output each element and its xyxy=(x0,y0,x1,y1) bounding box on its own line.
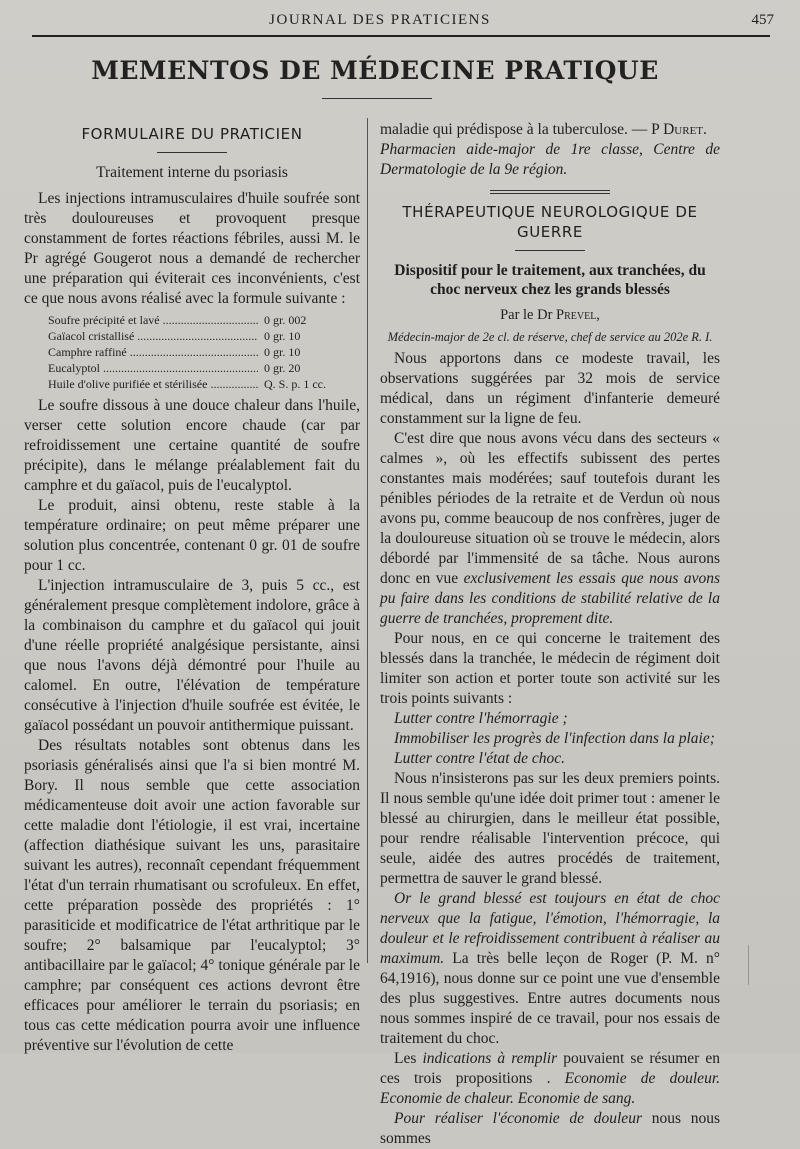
formula-row xyxy=(48,376,360,392)
paragraph: Nous apportons dans ce modeste travail, les observations suggérées par 32 mois de service médical, dans un régiment d'infanterie demeuré constamment sur la ligne de feu. xyxy=(380,350,720,427)
paragraph-text: Les xyxy=(394,1050,423,1067)
paragraph xyxy=(380,429,720,629)
paragraph-italic: Or le grand blessé est toujours en état de choc nerveux que la fatigue, l'émotion, l'hémorragie, la douleur et le refroidissement contribuent à réaliser au maximum. xyxy=(380,890,720,967)
paragraph xyxy=(380,889,720,1049)
formula-ingredient: Soufre précipité et lavé ..... xyxy=(48,312,258,328)
main-title: MEMENTOS DE MÉDECINE PRATIQUE xyxy=(91,56,659,85)
paragraph: Pour nous, en ce qui concerne le traitement des blessés dans la tranchée, le médecin de régiment doit limiter son action et porter toute son activité sur les trois points suivants : xyxy=(380,630,720,707)
formula-row xyxy=(48,360,360,376)
article-title-psoriasis: Traitement interne du psoriasis xyxy=(96,164,288,181)
paragraph: Le soufre dissous à une douce chaleur dans l'huile, verser cette solution encore chaude (car par refroidissement une certaine quantité de soufre précipite), dans le mélange préalablement fait du camphre et du gaïacol, puis de l'eucalyptol. xyxy=(24,397,360,494)
left-column xyxy=(24,120,360,1056)
paragraph: Nous n'insisterons pas sur les deux premiers points. Il nous semble qu'une idée doit primer tout : amener le blessé au chirurgien, dans le meilleur état possible, pour rendre réalisable l'intervention précoce, qui seule, aidée des autres procédés de traitement, permettra de sauver le grand blessé. xyxy=(380,770,720,887)
section-rule xyxy=(515,250,585,251)
page-number: 457 xyxy=(751,12,774,28)
article-title-dispositif: Dispositif pour le traitement, aux tranchées, du choc nerveux chez les grands blessés xyxy=(394,262,706,298)
formula-row xyxy=(48,344,360,360)
list-item: Immobiliser les progrès de l'infection dans la plaie; xyxy=(394,730,715,747)
running-head xyxy=(0,10,800,32)
paragraph xyxy=(380,1109,720,1149)
paragraph: Des résultats notables sont obtenus dans les psoriasis généralisés ainsi que l'a si bien montré M. Bory. Il nous semble que cette association médicamenteuse doit avoir une action favorable sur cette maladie dont l'étiologie, il est vrai, incertaine (affection diathésique suivant les uns, parasitaire suivant les autres), reconnaît cependant fréquemment l'état d'un terrain rhumatisant ou scrofuleux. En effet, cette préparation possède des propriétés : 1° parasiticide et modificatrice de l'état arthritique par le soufre; 2° balsamique par l'eucalyptol; 3° antibacillaire par le gaïacol; 4° tonique générale par le camphre; par conséquent ces actions devront être efficaces pour améliorer le terrain du psoriasis; en tous cas cette médication pourra avoir une influence préventive sur l'évolution de cette xyxy=(24,737,360,1054)
paragraph-italic: indications à remplir xyxy=(422,1050,558,1067)
scan-mark xyxy=(748,945,749,985)
section-rule xyxy=(157,152,227,153)
right-column xyxy=(380,120,720,1149)
paragraph-text: C'est dire que nous avons vécu dans des secteurs « calmes », où les effectifs subissent des pertes constantes mais modérées; sauf toutefois durant les pénibles périodes de la retraite et de Verdun où nous avons pu, comme beaucoup de nos confrères, juger de la douloureuse situation où se trouve le médecin, alors débordé par l'immensité de sa tâche. Nous aurons donc en vue xyxy=(380,430,720,587)
formula-quantity: 0 gr. 002 xyxy=(264,313,307,327)
list-item: Lutter contre l'état de choc. xyxy=(394,750,566,767)
byline-author: Prevel, xyxy=(556,307,600,323)
continued-affiliation: Pharmacien aide-major de 1re classe, Centre de Dermatologie de la 9e région. xyxy=(380,141,720,178)
byline-prefix: Par le Dr xyxy=(500,307,557,323)
list-item: Lutter contre l'hémorragie ; xyxy=(394,710,568,727)
running-title: JOURNAL DES PRATICIENS xyxy=(269,12,491,28)
paragraph xyxy=(380,1049,720,1109)
formula-quantity: Q. S. p. 1 cc. xyxy=(264,377,326,391)
paragraph-text: pouvaient se résumer en ces trois propositions . xyxy=(380,1050,720,1087)
separator-rule xyxy=(490,190,610,194)
formula-ingredient: Huile d'olive purifiée et stérilisée ..... xyxy=(48,376,258,392)
formula-table xyxy=(48,312,360,392)
formula-quantity: 0 gr. 10 xyxy=(264,345,301,359)
continued-paragraph xyxy=(380,120,720,140)
formula-ingredient: Camphre raffiné ..... xyxy=(48,344,258,360)
title-rule xyxy=(322,98,432,99)
formula-quantity: 0 gr. 10 xyxy=(264,329,301,343)
paragraph-text: nous nous sommes xyxy=(380,1110,720,1147)
paragraph-italic: Pour réaliser l'économie de douleur xyxy=(394,1110,642,1127)
paragraph-text: La très belle leçon de Roger (P. M. n° 64,1916), nous donne sur ce point une vue d'ensemble des plus suggestives. Entre autres documents nous nous sommes inspiré de ce travail, pour nos essais de traitement du choc. xyxy=(380,950,720,1047)
continued-author: Duret. xyxy=(663,121,707,138)
formula-ingredient: Gaïacol cristallisé ..... xyxy=(48,328,258,344)
formula-row xyxy=(48,328,360,344)
formula-quantity: 0 gr. 20 xyxy=(264,361,301,375)
author-affiliation: Médecin-major de 2e cl. de réserve, chef de service au 202e R. I. xyxy=(387,330,713,344)
paragraph: Le produit, ainsi obtenu, reste stable à la température ordinaire; on peut même préparer une solution plus concentrée, contenant 0 gr. 01 de soufre pour 1 cc. xyxy=(24,497,360,574)
paragraph: Les injections intramusculaires d'huile soufrée sont très douloureuses et provoquent presque constamment de fortes réactions fébriles, aussi M. le Pr agrégé Gougerot nous a demandé de rechercher une préparation qui éviterait ces inconvénients, c'est ce que nous avons réalisé avec la formule suivante : xyxy=(24,190,360,307)
section-heading-therapeutique: THÉRAPEUTIQUE NEUROLOGIQUE DE GUERRE xyxy=(402,203,698,241)
continued-text: maladie qui prédispose à la tuberculose. — P xyxy=(380,121,664,138)
formula-ingredient: Eucalyptol ..... xyxy=(48,360,258,376)
section-heading-formulaire: FORMULAIRE DU PRATICIEN xyxy=(81,125,303,143)
formula-row xyxy=(48,312,360,328)
paragraph-italic: Economie de douleur. Economie de chaleur. Economie de sang. xyxy=(380,1070,721,1107)
paragraph: L'injection intramusculaire de 3, puis 5 cc., est généralement presque complètement indolore, grâce à la combinaison du camphre et du gaïacol qui jouit d'une réelle propriété analgésique persistante, ainsi que nous l'avons déjà démontré pour l'huile au calomel. En outre, l'élévation de température consécutive à l'injection d'huile soufrée est évitée, le gaïacol possédant un pouvoir antithermique puissant. xyxy=(24,577,360,734)
column-divider xyxy=(367,118,368,963)
paragraph-italic: exclusivement les essais que nous avons pu faire dans les conditions de stabilité relative de la guerre de tranchées, proprement dite. xyxy=(380,570,721,627)
header-rule xyxy=(32,35,770,37)
byline xyxy=(380,305,720,325)
